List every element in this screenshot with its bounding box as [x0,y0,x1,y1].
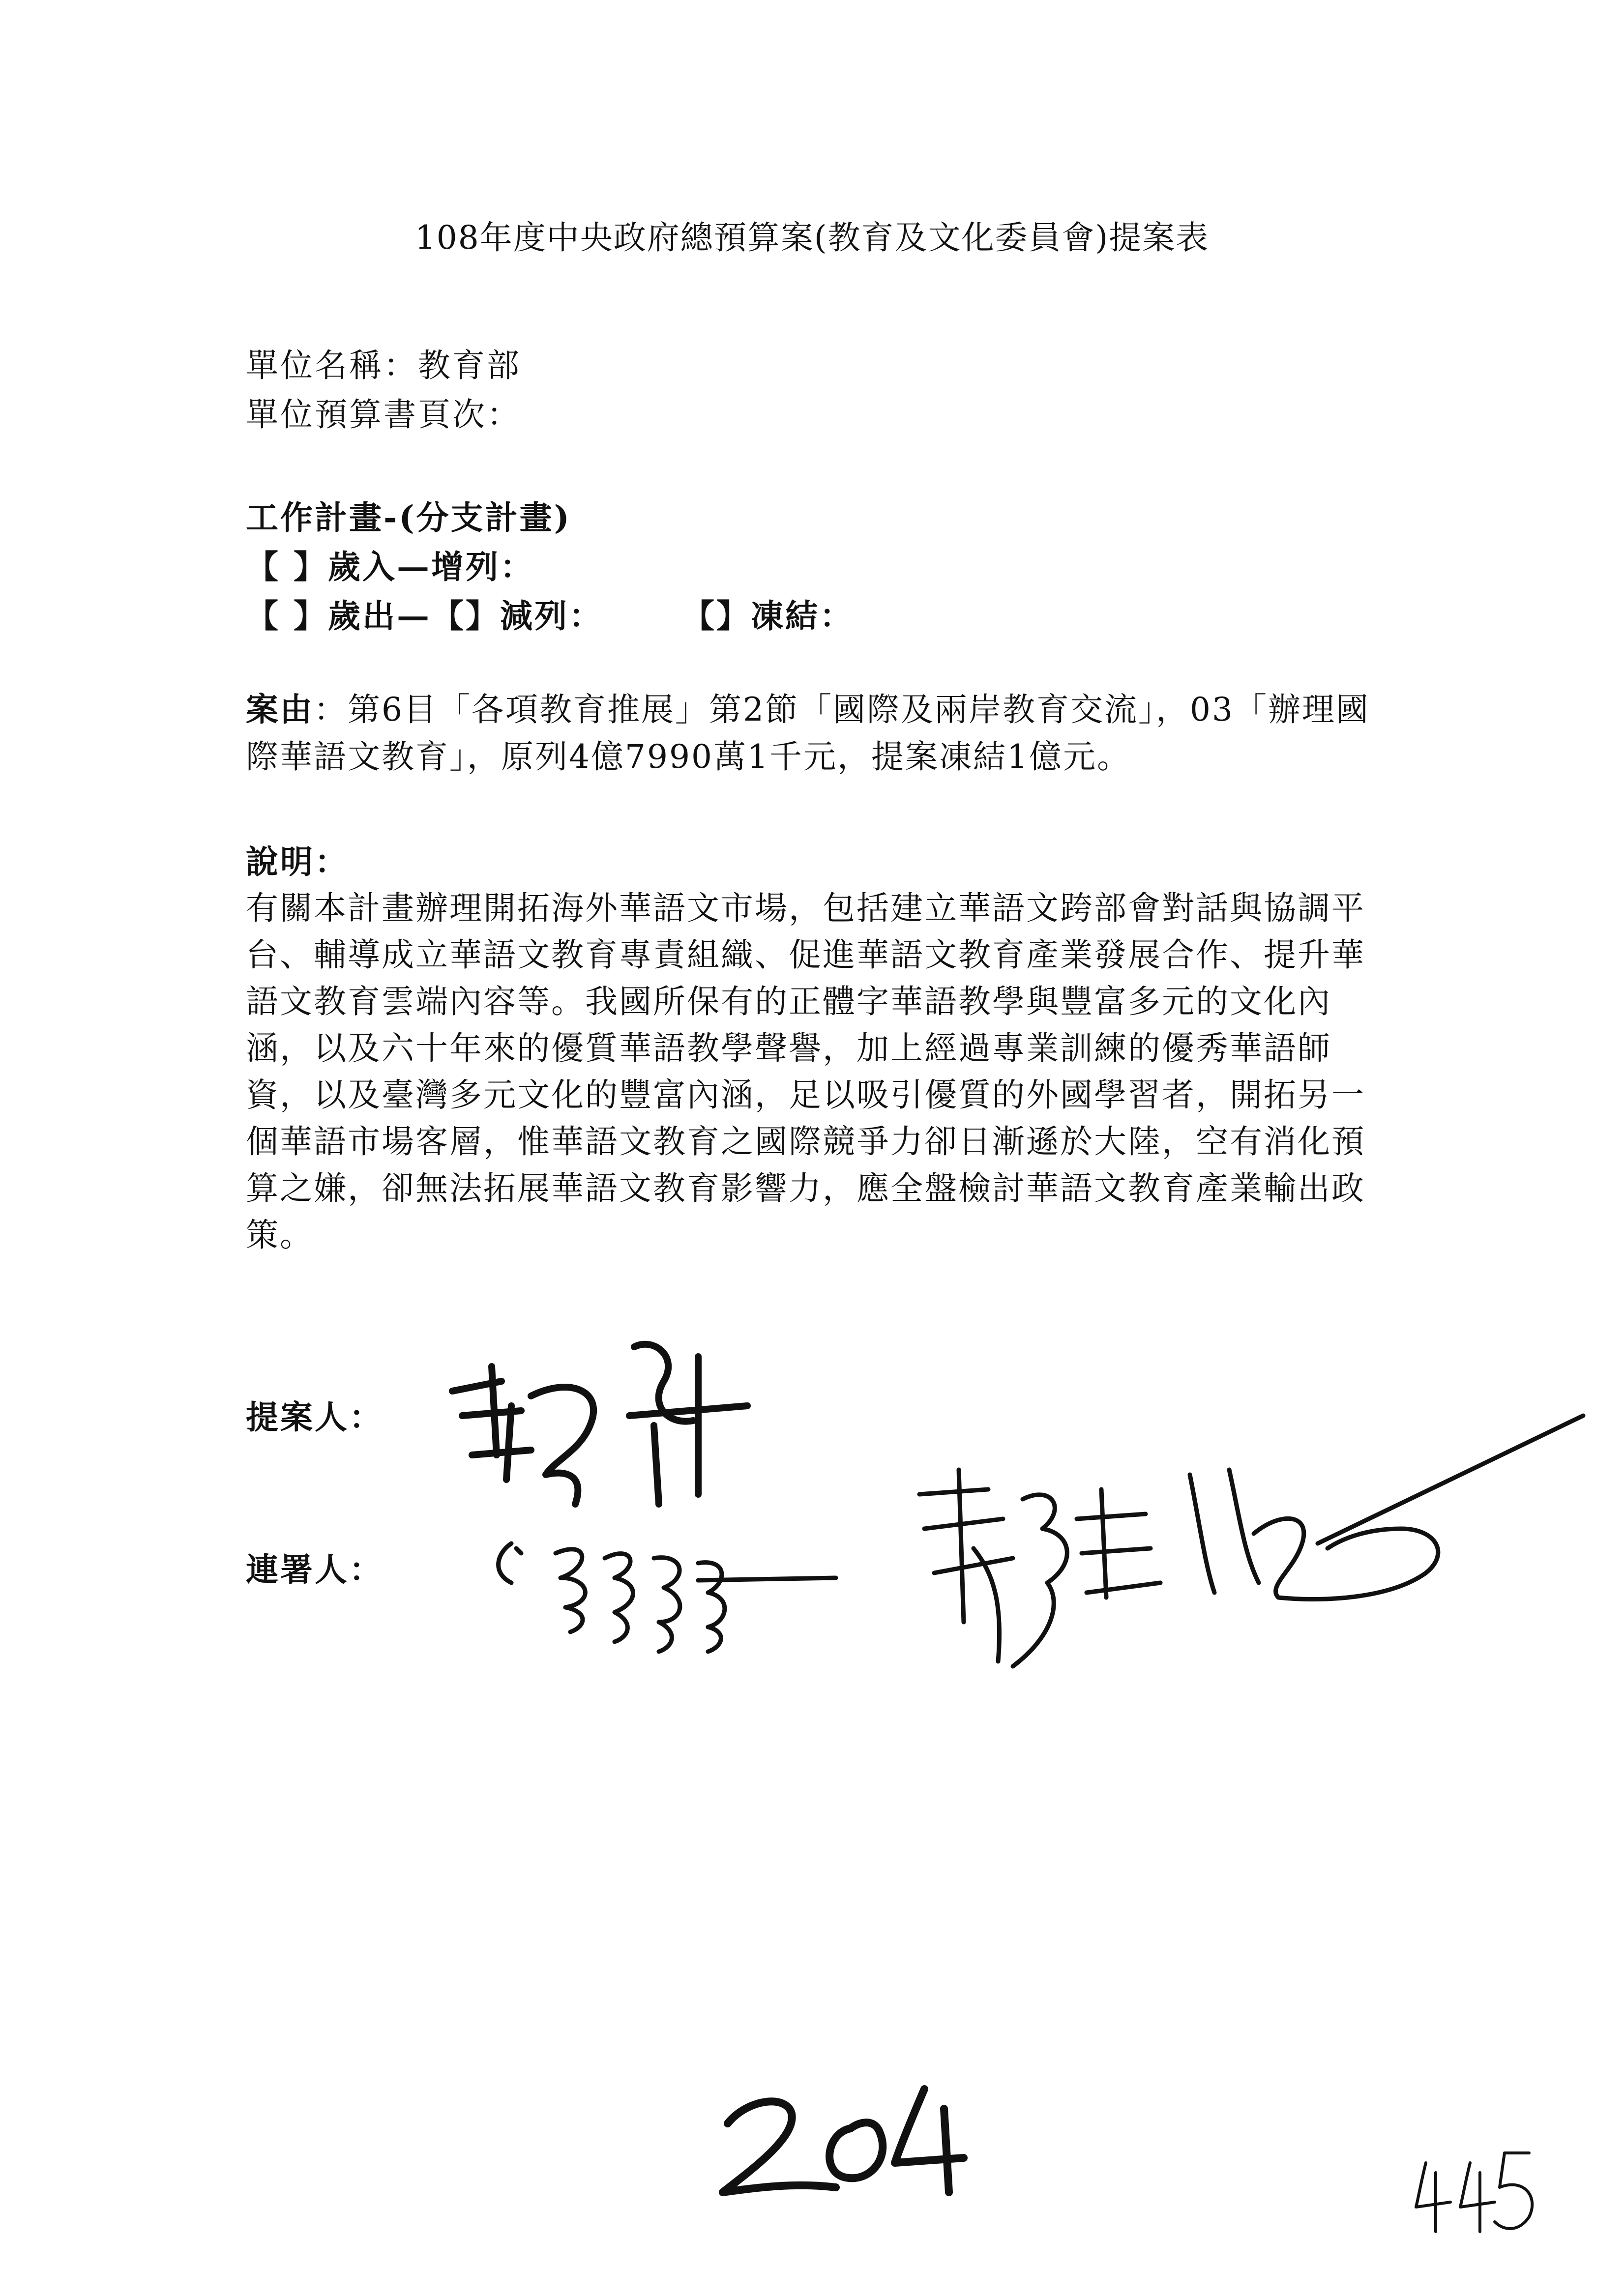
cosigner-signature-1 [499,1543,836,1652]
case-label: 案由 [246,690,314,728]
freeze-label: 【】凍結： [681,597,854,635]
expense-reduce-label: 【 】歲出—【】減列： [246,597,603,635]
unit-name: 單位名稱：教育部 [246,347,521,384]
handwritten-page-number [723,2089,964,2192]
revenue-line: 【 】歲入—增列： [246,548,534,586]
cosigner-signature-2 [919,1416,1583,1666]
explanation-text: 有關本計畫辦理開拓海外華語文市場，包括建立華語文跨部會對話與協調平台、輔導成立華語文教育專責組織、促進華語文教育產業發展合作、提升華語文教育雲端內容等。我國所保有的正體字華語教學與豐富多元的文化內涵，以及六十年來的優質華語教學聲譽，加上經過專業訓練的優秀華語師資，以及臺灣多元文化的豐富內涵，足以吸引優質的外國學習者，開拓另一個華語市場客層，惟華語文教育之國際競爭力卻日漸遜於大陸，空有消化預算之嫌，卻無法拓展華語文教育影響力，應全盤檢討華語文教育產業輸出政策。 [246,889,1365,1254]
work-plan: 工作計畫-(分支計畫) [246,498,571,537]
document-title: 108年度中央政府總預算案(教育及文化委員會)提案表 [414,219,1210,257]
proposer-label: 提案人： [246,1398,384,1436]
handwritten-corner-number [1416,2153,1532,2232]
cosigner-label: 連署人： [246,1550,384,1589]
case-text: ：第6目「各項教育推展」第2節「國際及兩岸教育交流」，03「辦理國際華語文教育」，原列4億7990萬1千元，提案凍結1億元。 [246,691,1370,776]
proposer-signature [452,1344,747,1504]
explanation-label: 說明： [246,843,349,881]
budget-page-field: 單位預算書頁次： [246,396,521,434]
